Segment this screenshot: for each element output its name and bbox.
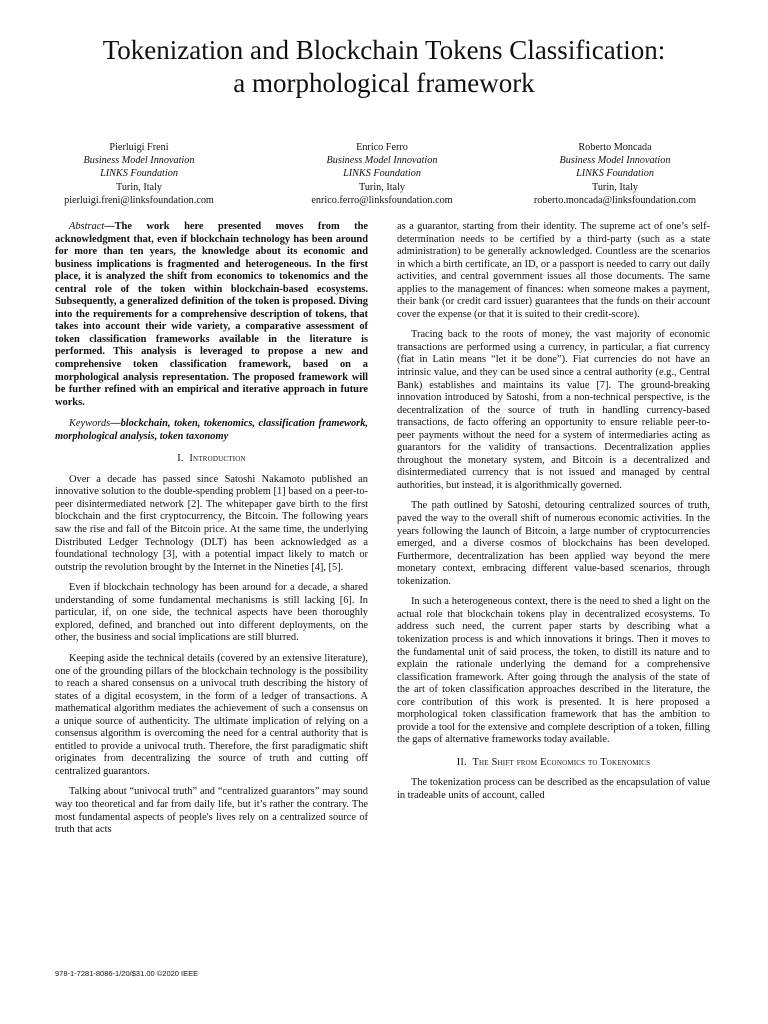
paragraph: Over a decade has passed since Satoshi Nakamoto published an innovative solution to the double-spending problem [1] based on a peer-to-peer disintermediated network [2]. The whitepaper gave birth to the first blockchain and the first cryptocurrency, the Bitcoin. The following years saw the rise and fall of the Bitcoin price. At the same time, the underlying Distributed Ledger Technology (DLT) has been acknowledged as a foundational technology [3], with a potential impact likely to match or outstrip the revolution brought by the Internet in the Nineties [4], [5].: [55, 473, 368, 573]
paragraph: Even if blockchain technology has been around for a decade, a shared understanding of some fundamental mechanisms is still lacking [6]. In particular, if, on one side, the technical aspects have been thoroughly explored, defined, and branched out into different deployments, on the other, the business and social implications are still blurred.: [55, 582, 368, 644]
copyright-footer: 978-1-7281-8086-1/20/$31.00 ©2020 IEEE: [55, 969, 199, 978]
author-name: Pierluigi Freni: [109, 142, 169, 153]
author-department: Business Model Innovation: [326, 155, 438, 167]
left-column: [55, 221, 368, 845]
author-city: Turin, Italy: [115, 181, 163, 193]
keywords: [55, 418, 368, 443]
section-number: II.: [456, 756, 467, 768]
paragraph: Talking about “univocal truth” and “centralized guarantors” may sound way too theoretical and far from daily life, but it’s rather the contrary. The most fundamental aspects of people's lives rely on a centralized source of truth that acts: [55, 786, 368, 836]
title-line-1: Tokenization and Blockchain Tokens Classification:: [102, 35, 666, 65]
right-column: [397, 221, 710, 811]
author-department: Business Model Innovation: [559, 155, 671, 167]
author-email: roberto.moncada@linksfoundation.com: [533, 194, 697, 206]
section-heading: [397, 757, 710, 770]
author-organization: LINKS Foundation: [576, 168, 654, 180]
author-name: Enrico Ferro: [356, 142, 408, 153]
author-city: Turin, Italy: [358, 181, 406, 193]
author-department: Business Model Innovation: [83, 155, 195, 167]
section-title: Introduction: [189, 453, 246, 465]
paragraph: The tokenization process can be described as the encapsulation of value in tradeable units of account, called: [397, 777, 710, 801]
title-line-2: a morphological framework: [233, 68, 535, 98]
author-block: [490, 141, 740, 207]
abstract-label: Abstract: [69, 221, 105, 232]
paragraph: In such a heterogeneous context, there is the need to shed a light on the actual role that blockchain tokens play in decentralized ecosystems. To address such need, the current paper starts by describing what a tokenization process is and which innovations it brings. Then it moves to the fundamental unit of said process, the token, to distill its nature and to explain the rationale underlying the demand for a comprehensive classification framework. After going through the analysis of the state of the art of token classification approaches described in the literature, the core contribution of this work is presented. It is here proposed a morphological token classification framework that has the ambition to provide a tool for the extensive and complete description of a token, filling the gaps of alternative frameworks today available.: [397, 596, 710, 746]
paragraph: Tracing back to the roots of money, the vast majority of economic transactions are performed using a currency, in particular, a fiat currency (fiat in Latin means “let it be done”). Fiat currencies do not have an intrinsic value, and they can be used since a central authority (e.g., Central Bank) establishes and maintains its value [7]. The ground-breaking innovation introduced by Satoshi, from a non-technical perspective, is the decentralization of the source of truth in handling currency-based transactions, de facto offering an opportunity to ensure reliable peer-to-peer payments without the need for a system of intermediaries acting as guarantors for the validity of transactions. Decentralization applies throughout the monetary system, and Bitcoin is a decentralized and disintermediated currency that is not issued and managed by central authorities, but instead, it is algorithmically governed.: [397, 329, 710, 491]
section-title: The Shift from Economics to Tokenomics: [472, 756, 651, 768]
abstract: [55, 221, 368, 409]
keywords-label: Keywords: [69, 418, 111, 430]
section-number: I.: [177, 453, 184, 465]
keywords-text: blockchain, token, tokenomics, classification framework, morphological analysis, token taxonomy: [55, 418, 368, 442]
author-organization: LINKS Foundation: [100, 168, 178, 180]
paragraph: as a guarantor, starting from their identity. The supreme act of one’s self-determination needs to be certified by a third-party (such as a state administration) to be generally acknowledged. Countless are the scenarios in which a birth certificate, an ID, or a passport is needed to carry out daily activities, and central government issues all those documents. The same applies to the management of finances: when someone makes a payment, their bank (or credit card issuer) guarantees that the funds on their account cover the expense (or that it is suited to their credit-score).: [397, 221, 710, 320]
author-block: [14, 141, 264, 207]
paragraph: The path outlined by Satoshi, detouring centralized sources of truth, paved the way to the overall shift of numerous economic activities. In the years following the launch of Bitcoin, a large number of cryptocurrencies emerged, and a diverse cosmos of blockchains has been developed. Furthermore, decentralization has been applied way beyond the mere monetary context, embracing different value-based scenarios, through tokenization.: [397, 500, 710, 587]
keywords-dash: —: [110, 418, 121, 430]
paper-title: [40, 34, 728, 100]
paragraph: Keeping aside the technical details (covered by an extensive literature), one of the grounding pillars of the blockchain technology is the possibility to reach a shared consensus on a univocal truth describing the history of states of a digital ecosystem, in the form of a ledger of transactions. A mathematical algorithm mediates the achievement of such a consensus on a unique source of authenticity. The ultimate implication of relying on a consensus algorithm is overcoming the need for a central authority that is entitled to provide a univocal truth. Therefore, the first paradigmatic shift originates from decentralizing the source of truth and cutting off centralized guarantors.: [55, 652, 368, 777]
author-name: Roberto Moncada: [578, 142, 652, 153]
author-organization: LINKS Foundation: [343, 168, 421, 180]
section-heading: [55, 453, 368, 466]
author-city: Turin, Italy: [591, 181, 639, 193]
author-email: enrico.ferro@linksfoundation.com: [311, 194, 453, 206]
abstract-text: The work here presented moves from the acknowledgment that, even if blockchain technology has been around for more than ten years, the knowledge about its economic and business implications is fragmented and heterogeneous. In the first place, it is analyzed the shift from economics to tokenomics and the central role of the token within blockchain-based ecosystems. Subsequently, a generalized definition of the token is proposed. Diving into the requirements for a comprehensive description of tokens, that takes into account their wide variety, a comparative assessment of token classification frameworks available in the literature is performed. This analysis is leveraged to propose a new and comprehensive token classification framework, based on a morphological analysis representation. The proposed framework will be further refined with an empirical and iterative approach in future works.: [55, 221, 368, 408]
author-block: [257, 141, 507, 207]
abstract-dash: —: [104, 221, 115, 232]
author-email: pierluigi.freni@linksfoundation.com: [64, 194, 214, 206]
